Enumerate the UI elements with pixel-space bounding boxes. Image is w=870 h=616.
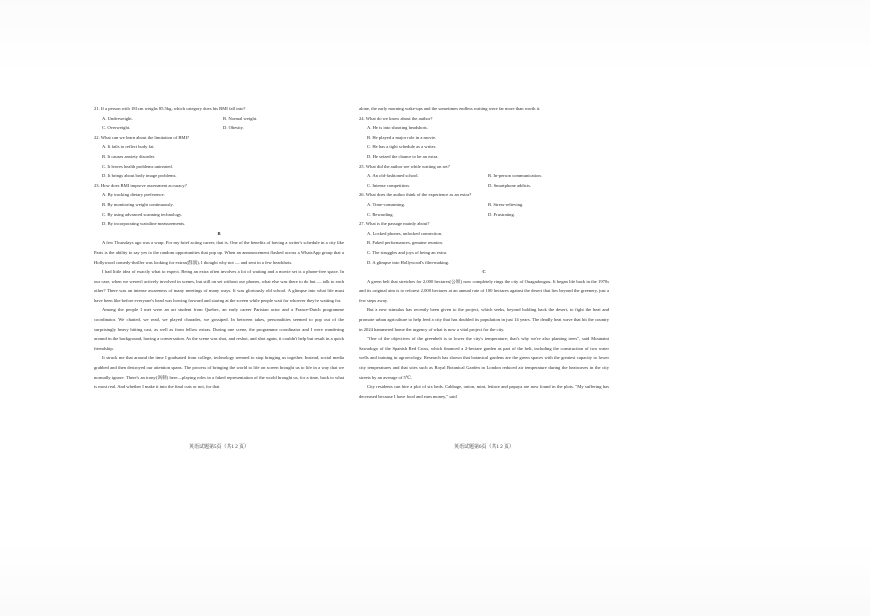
option: D. Obesity. [223, 125, 244, 131]
question-22: 22. What can we learn about the limitation of BMI? [94, 134, 190, 140]
option: A. It fails to reflect body fat. [102, 144, 155, 150]
question-26: 26. What does the author think of the experience as an extra? [359, 192, 472, 198]
option: B. Faked performances, genuine reunion. [367, 240, 443, 246]
left-column [94, 104, 344, 392]
option: D. By incorporating waistline measurements. [102, 221, 186, 227]
passage-paragraph: I had little idea of exactly what to expect. Being an extra often involves a lot of waiting and a movie set is a phone-free space. In our case, when we weren't actively involved in scenes, but still on set without our phones, what else was there to do but — talk to each other? There was an intense awareness of many meetings of many ways. It was gloriously old school. A glimpse into what life must have been like before everyone's head was bowing forward and staring at the screen while people wait for whoever they're waiting for. [94, 269, 344, 303]
page-footer-right: 英语试题第6页（共1 2 页） [453, 445, 514, 450]
option: A. By tracking dietary preference. [102, 192, 165, 198]
question-26-options [359, 200, 609, 219]
right-column [359, 104, 609, 401]
option: C. He has a tight schedule as a writer. [367, 144, 437, 150]
option: D. It brings about body image problems. [102, 173, 177, 179]
option: B. In-person communication. [488, 173, 542, 179]
question-25-options [359, 171, 609, 190]
question-21: 21. If a person with 181cm weighs 85.5kg, which category does his BMI fall into? [94, 106, 246, 111]
question-21-options [94, 114, 344, 133]
passage-paragraph: But a new stimulus has recently been given to the project, which seeks, beyond holding back the desert, to fight the heat and promote urban agriculture to help feed a city that has doubled its population in just 14 years. The deadly heat wave that hit the country in 2024 hammered home the urgency of what is now a vital project for the city. [359, 307, 609, 332]
option: C. Rewarding. [367, 211, 394, 217]
passage-paragraph: "One of the objectives of the greenbelt is to lower the city's temperature; that's why we're also planting trees", said Mounaini Sawadogo of the Spanish Red Cross, which financed a 2-hectare garden as part of the belt, including the construction of two water wells and training in agroecology. Research has shown that botanical gardens are the green spaces with the greatest capacity to lower city temperatures and that sites such as Royal Botanical Garden in London reduced air temperature during the heatwaves in the city streets by an average of 5℃. [359, 336, 609, 380]
option: C. Overweight. [102, 125, 131, 131]
passage-paragraph: It struck me that around the time I graduated from college, technology seemed to stop bringing us together. Instead, social media grabbed and then destroyed our attention spans. The process of bringing the world to life on screen brought us to life in a way that we normally ignore. There's an irony(讽刺) here—playing roles in a faked representation of the world brought us, for a time, back to what is most real. And whether I make it into the final cuts or not, for that [94, 355, 344, 390]
option: A. Time-consuming. [367, 201, 405, 207]
question-23: 23. How does BMI improve assessment accuracy? [94, 182, 187, 188]
page-footer-left: 英语试题第5页（共1 2 页） [188, 445, 249, 450]
section-heading-c: C [482, 269, 486, 275]
question-24-options [359, 123, 609, 161]
passage-paragraph: City residents can hire a plot of six beds. Cabbage, onion, mint, lettuce and papaya are now found in the plots. "My suffering has decreased because I have food and earn money," said [359, 384, 609, 399]
option: B. He played a major role in a movie. [367, 134, 437, 140]
option: C. The struggles and joys of being an extra. [367, 249, 448, 255]
option: A. An old-fashioned school. [367, 173, 419, 179]
option: B. Stress-relieving. [488, 201, 524, 207]
passage-continuation: alone, the early morning wake-ups and the sometimes endless waiting were far more than worth it. [359, 106, 541, 111]
question-25: 25. What did the author see while waiting on set? [359, 163, 450, 169]
question-23-options [94, 190, 344, 228]
passage-paragraph: A green belt that stretches for 2,000 hectares(公顷) now completely rings the city of Ouagadougou. It began life back in the 1970s and its original aim is to reforest 2,000 hectares at an annual rate of 100 hectares against the desert that lies beyond the greenery, just a few steps away. [359, 278, 609, 303]
option: D. Smartphone addicts. [488, 182, 532, 188]
question-22-options [94, 142, 344, 180]
option: B. By monitoring weight continuously. [102, 201, 174, 207]
option: A. Locked phones, unlocked connection. [367, 230, 443, 236]
option: C. By using advanced scanning technology. [102, 211, 183, 217]
option: A. Underweight. [102, 115, 133, 121]
option: D. Frustrating. [488, 211, 515, 217]
question-24: 24. What do we know about the author? [359, 115, 433, 121]
option: B. It causes anxiety disorder. [102, 153, 156, 159]
question-27-options [359, 229, 609, 267]
option: C. Intense competition. [367, 182, 410, 188]
passage-paragraph: Among the people I met were an art student from Quebec, an early career Parisian actor and a France-Dutch programme coordinator. We chatted, we read, we played charades, we gossiped. In between takes, personalities seemed to pop out of the surprisingly heavy hitting cast, as well as from fellow extras. During one scene, the programme coordinator and I were wandering around in the background, having a conversation. As the scene was shot, and reshot, and shot again, it couldn't help but result in a quick friendship. [94, 307, 344, 351]
question-27: 27. What is the passage mainly about? [359, 221, 430, 227]
option: B. Normal weight. [223, 115, 258, 121]
option: C. It leaves health problems untreated. [102, 163, 173, 169]
option: D. He seized the chance to be an extra. [367, 153, 439, 159]
passage-paragraph: A few Thursdays ago was a wrap. For my brief acting career, that is. One of the benefits of having a writer's schedule in a city like Paris is the ability to say yes to the random opportunities that pop up. When an announcement flashed across a WhatsApp group that a Hollywood comedy-thriller was looking for extras(群演), I thought why not — and sent in a few headshots. [94, 240, 344, 265]
option: A. He is into shooting headshots. [367, 125, 428, 131]
section-heading-b: B [217, 230, 221, 236]
option: D. A glimpse into Hollywood's film-making. [367, 259, 450, 265]
